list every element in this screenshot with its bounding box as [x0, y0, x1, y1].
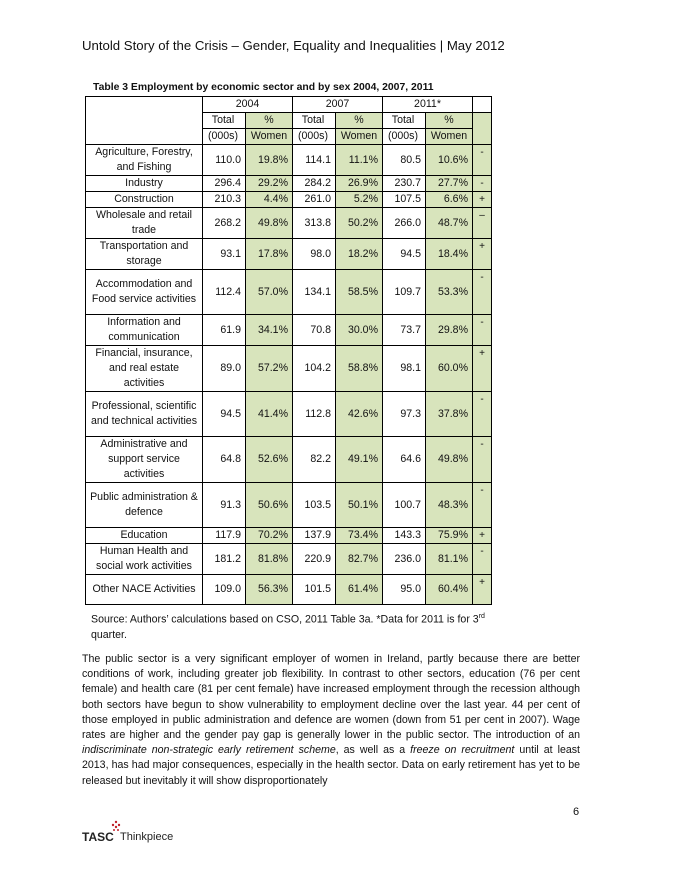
pct-women-2004-cell: 70.2% [246, 528, 293, 544]
source-text-end: quarter. [91, 628, 127, 641]
pct-women-2011-cell: 29.8% [426, 315, 473, 346]
pct-women-2011-cell: 18.4% [426, 239, 473, 270]
table-row [86, 192, 492, 208]
total-2011-cell: 73.7 [383, 315, 426, 346]
trend-cell: + [473, 239, 492, 270]
body-text-3: until at least 2013, has had major consequences, especially in the health sector. Data on early retirement has yet to be released but inevitably it will show disproportionately [82, 744, 580, 787]
total-2007-cell: 112.8 [293, 392, 336, 437]
pct-women-2011-cell: 48.3% [426, 483, 473, 528]
total-2007-cell: 134.1 [293, 270, 336, 315]
body-text-2: , as well as a [335, 744, 411, 757]
pct-women-2011-cell: 49.8% [426, 437, 473, 483]
trend-cell: - [473, 392, 492, 437]
sector-cell: Transportation and storage [86, 239, 203, 270]
pct-women-2011-cell: 27.7% [426, 176, 473, 192]
sector-cell: Administrative and support service activities [86, 437, 203, 483]
pct-women-2007-cell: 49.1% [336, 437, 383, 483]
total-2004-cell: 296.4 [203, 176, 246, 192]
col-total-unit: (000s) [383, 129, 426, 145]
total-2004-cell: 117.9 [203, 528, 246, 544]
total-2011-cell: 236.0 [383, 544, 426, 575]
trend-header-empty [473, 97, 492, 113]
total-2004-cell: 89.0 [203, 346, 246, 392]
trend-cell: - [473, 176, 492, 192]
total-2011-cell: 230.7 [383, 176, 426, 192]
total-2004-cell: 64.8 [203, 437, 246, 483]
sector-cell: Professional, scientific and technical activities [86, 392, 203, 437]
sector-cell: Information and communication [86, 315, 203, 346]
total-2007-cell: 103.5 [293, 483, 336, 528]
pct-women-2004-cell: 34.1% [246, 315, 293, 346]
total-2007-cell: 284.2 [293, 176, 336, 192]
pct-women-2004-cell: 52.6% [246, 437, 293, 483]
pct-women-2011-cell: 60.0% [426, 346, 473, 392]
trend-cell: + [473, 346, 492, 392]
body-text-1: The public sector is a very significant employer of women in Ireland, partly because there are better conditions of work, including greater job flexibility. In contrast to other sectors, education (76 per cent female) and health care (81 per cent female) have increased employment through the recession although both sectors have begun to show vulnerability to employment decline over the last year. 44 per cent of those employed in public administration and defence are women (down from 51 per cent in 2007). Wage rates are higher and the gender pay gap is generally lower in the public sector. The introduction of an [82, 653, 580, 742]
total-2011-cell: 107.5 [383, 192, 426, 208]
total-2011-cell: 98.1 [383, 346, 426, 392]
sector-cell: Public administration & defence [86, 483, 203, 528]
total-2007-cell: 313.8 [293, 208, 336, 239]
pct-women-2011-cell: 53.3% [426, 270, 473, 315]
sector-cell: Industry [86, 176, 203, 192]
trend-cell: - [473, 315, 492, 346]
year-2011: 2011* [383, 97, 473, 113]
table-row [86, 315, 492, 346]
trend-cell: - [473, 437, 492, 483]
pct-women-2007-cell: 73.4% [336, 528, 383, 544]
total-2011-cell: 143.3 [383, 528, 426, 544]
source-superscript: rd [478, 613, 485, 620]
page-number: 6 [573, 806, 580, 818]
pct-women-2007-cell: 5.2% [336, 192, 383, 208]
total-2011-cell: 97.3 [383, 392, 426, 437]
table-source-note [91, 609, 501, 643]
total-2007-cell: 114.1 [293, 145, 336, 176]
pct-women-2007-cell: 30.0% [336, 315, 383, 346]
pct-women-2011-cell: 48.7% [426, 208, 473, 239]
col-total-label: Total [203, 113, 246, 129]
sector-cell: Financial, insurance, and real estate activities [86, 346, 203, 392]
table-row [86, 270, 492, 315]
col-pct-label: % [246, 113, 293, 129]
employment-table [85, 96, 492, 605]
table-caption: Table 3 Employment by economic sector and by sex 2004, 2007, 2011 [93, 82, 434, 93]
col-pct-label: % [336, 113, 383, 129]
pct-women-2004-cell: 41.4% [246, 392, 293, 437]
table-row [86, 239, 492, 270]
total-2004-cell: 110.0 [203, 145, 246, 176]
table-row [86, 346, 492, 392]
total-2004-cell: 61.9 [203, 315, 246, 346]
pct-women-2004-cell: 56.3% [246, 575, 293, 605]
trend-cell: – [473, 208, 492, 239]
col-pct-unit: Women [426, 129, 473, 145]
pct-women-2007-cell: 58.8% [336, 346, 383, 392]
total-2007-cell: 220.9 [293, 544, 336, 575]
trend-cell: - [473, 483, 492, 528]
body-emphasis-1: indiscriminate non-strategic early retirement scheme [82, 744, 336, 757]
table-row [86, 575, 492, 605]
sector-cell: Agriculture, Forestry, and Fishing [86, 145, 203, 176]
table-row [86, 483, 492, 528]
pct-women-2007-cell: 18.2% [336, 239, 383, 270]
sector-cell: Construction [86, 192, 203, 208]
tasc-logo [82, 820, 202, 850]
sector-cell: Accommodation and Food service activities [86, 270, 203, 315]
pct-women-2004-cell: 57.2% [246, 346, 293, 392]
col-total-unit: (000s) [293, 129, 336, 145]
pct-women-2011-cell: 10.6% [426, 145, 473, 176]
pct-women-2004-cell: 81.8% [246, 544, 293, 575]
pct-women-2004-cell: 57.0% [246, 270, 293, 315]
total-2007-cell: 82.2 [293, 437, 336, 483]
trend-cell: + [473, 575, 492, 605]
sector-cell: Wholesale and retail trade [86, 208, 203, 239]
col-total-label: Total [383, 113, 426, 129]
sector-cell: Other NACE Activities [86, 575, 203, 605]
total-2007-cell: 101.5 [293, 575, 336, 605]
trend-cell: - [473, 145, 492, 176]
total-2004-cell: 91.3 [203, 483, 246, 528]
table-row [86, 145, 492, 176]
pct-women-2007-cell: 50.1% [336, 483, 383, 528]
total-2011-cell: 95.0 [383, 575, 426, 605]
col-pct-unit: Women [336, 129, 383, 145]
total-2007-cell: 70.8 [293, 315, 336, 346]
total-2004-cell: 181.2 [203, 544, 246, 575]
year-2007: 2007 [293, 97, 383, 113]
total-2004-cell: 93.1 [203, 239, 246, 270]
total-2004-cell: 112.4 [203, 270, 246, 315]
pct-women-2007-cell: 50.2% [336, 208, 383, 239]
pct-women-2004-cell: 17.8% [246, 239, 293, 270]
pct-women-2007-cell: 26.9% [336, 176, 383, 192]
pct-women-2004-cell: 19.8% [246, 145, 293, 176]
pct-women-2007-cell: 82.7% [336, 544, 383, 575]
source-text: Source: Authors’ calculations based on CSO, 2011 Table 3a. *Data for 2011 is for 3 [91, 613, 479, 626]
pct-women-2007-cell: 61.4% [336, 575, 383, 605]
logo-sub-text: Thinkpiece [120, 831, 174, 843]
year-2004: 2004 [203, 97, 293, 113]
sector-cell: Education [86, 528, 203, 544]
total-2011-cell: 266.0 [383, 208, 426, 239]
pct-women-2004-cell: 49.8% [246, 208, 293, 239]
trend-cell: - [473, 544, 492, 575]
total-2007-cell: 137.9 [293, 528, 336, 544]
pct-women-2004-cell: 4.4% [246, 192, 293, 208]
empty-corner-cell [86, 97, 203, 145]
body-paragraph [82, 652, 580, 789]
total-2011-cell: 109.7 [383, 270, 426, 315]
table-row [86, 528, 492, 544]
pct-women-2011-cell: 6.6% [426, 192, 473, 208]
total-2007-cell: 261.0 [293, 192, 336, 208]
pct-women-2007-cell: 11.1% [336, 145, 383, 176]
pct-women-2007-cell: 58.5% [336, 270, 383, 315]
table-row [86, 176, 492, 192]
col-total-unit: (000s) [203, 129, 246, 145]
total-2011-cell: 64.6 [383, 437, 426, 483]
trend-cell: + [473, 192, 492, 208]
total-2011-cell: 100.7 [383, 483, 426, 528]
table-row [86, 544, 492, 575]
col-total-label: Total [293, 113, 336, 129]
pct-women-2004-cell: 29.2% [246, 176, 293, 192]
pct-women-2011-cell: 37.8% [426, 392, 473, 437]
pct-women-2004-cell: 50.6% [246, 483, 293, 528]
col-pct-unit: Women [246, 129, 293, 145]
table-row [86, 208, 492, 239]
sector-cell: Human Health and social work activities [86, 544, 203, 575]
total-2007-cell: 98.0 [293, 239, 336, 270]
col-pct-label: % [426, 113, 473, 129]
total-2004-cell: 109.0 [203, 575, 246, 605]
total-2011-cell: 94.5 [383, 239, 426, 270]
pct-women-2011-cell: 81.1% [426, 544, 473, 575]
pct-women-2011-cell: 75.9% [426, 528, 473, 544]
total-2004-cell: 94.5 [203, 392, 246, 437]
total-2004-cell: 210.3 [203, 192, 246, 208]
table-row [86, 392, 492, 437]
trend-header [473, 113, 492, 145]
running-header: Untold Story of the Crisis – Gender, Equality and Inequalities | May 2012 [82, 38, 505, 53]
trend-cell: - [473, 270, 492, 315]
total-2011-cell: 80.5 [383, 145, 426, 176]
total-2004-cell: 268.2 [203, 208, 246, 239]
body-emphasis-2: freeze on recruitment [410, 744, 515, 757]
trend-cell: + [473, 528, 492, 544]
pct-women-2007-cell: 42.6% [336, 392, 383, 437]
year-header-row [86, 97, 492, 113]
pct-women-2011-cell: 60.4% [426, 575, 473, 605]
logo-main-text: TASC [82, 830, 114, 844]
table-row [86, 437, 492, 483]
total-2007-cell: 104.2 [293, 346, 336, 392]
